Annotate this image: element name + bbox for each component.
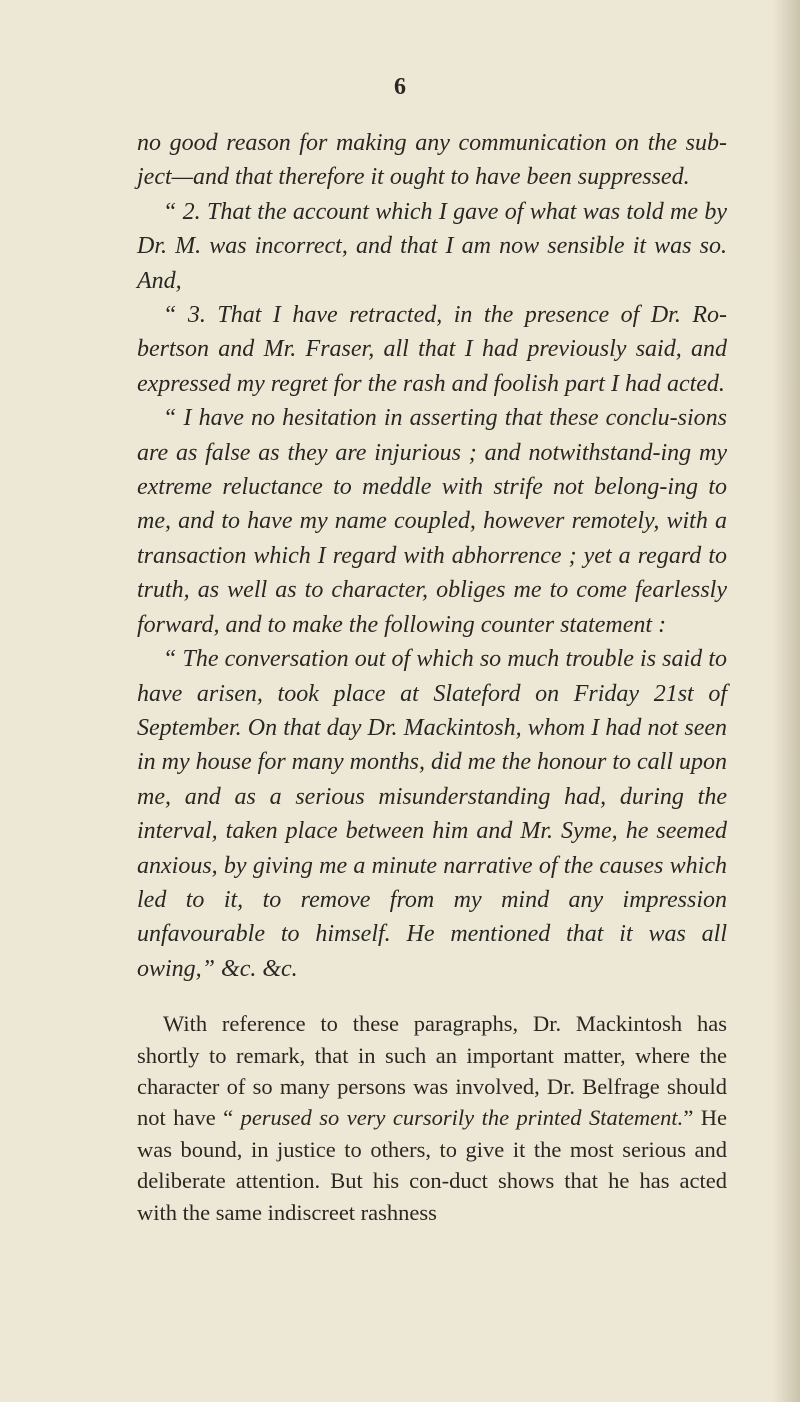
- quote-paragraph-2: “ 2. That the account which I gave of what was told me by Dr. M. was incorrect, and that I am now sensible it was so. And,: [137, 198, 727, 294]
- quoted-statement: [137, 126, 727, 986]
- closing-emphasis: perused so very cursorily the printed Statement.: [240, 1105, 684, 1131]
- closing-paragraph: [137, 1008, 727, 1228]
- quote-paragraph-4: “ I have no hesitation in asserting that these conclu-sions are as false as they are injurious ; and notwithstand-ing my extreme reluctance to meddle with strife not belong-ing to me, and to have my name coupled, however remotely, with a transaction which I regard with abhorrence ; yet a regard to truth, as well as to character, obliges me to come fearlessly forward, and to make the following counter statement :: [137, 405, 727, 638]
- page-number: 6: [394, 74, 406, 100]
- quote-paragraph-5: “ The conversation out of which so much trouble is said to have arisen, took place at Slateford on Friday 21st of September. On that day Dr. Mackintosh, whom I had not seen in my house for many months, did me the honour to call upon me, and as a serious misunderstanding had, during the interval, taken place between him and Mr. Syme, he seemed anxious, by giving me a minute narrative of the causes which led to it, to remove from my mind any impression unfavourable to himself. He mentioned that it was all owing,” &c. &c.: [137, 646, 727, 982]
- quote-paragraph-3: “ 3. That I have retracted, in the presence of Dr. Ro-bertson and Mr. Fraser, all that I had previously said, and expressed my regret for the rash and foolish part I had acted.: [137, 302, 727, 397]
- closing-text-part-1: With reference to these paragraphs, Dr. Mackintosh has shortly to remark, that in such an important matter, where the character of so many persons was involved, Dr. Belfrage should not have “: [137, 1011, 727, 1131]
- page-body: [137, 126, 727, 1228]
- closing-text-part-2: ” He was bound, in justice to others, to give it the most serious and deliberate attention. But his con-duct shows that he has acted with the same indiscreet rashness: [137, 1105, 727, 1225]
- page-edge-shadow: [772, 0, 800, 1402]
- quote-paragraph-1: no good reason for making any communication on the sub-ject—and that therefore it ought to have been suppressed.: [137, 130, 727, 191]
